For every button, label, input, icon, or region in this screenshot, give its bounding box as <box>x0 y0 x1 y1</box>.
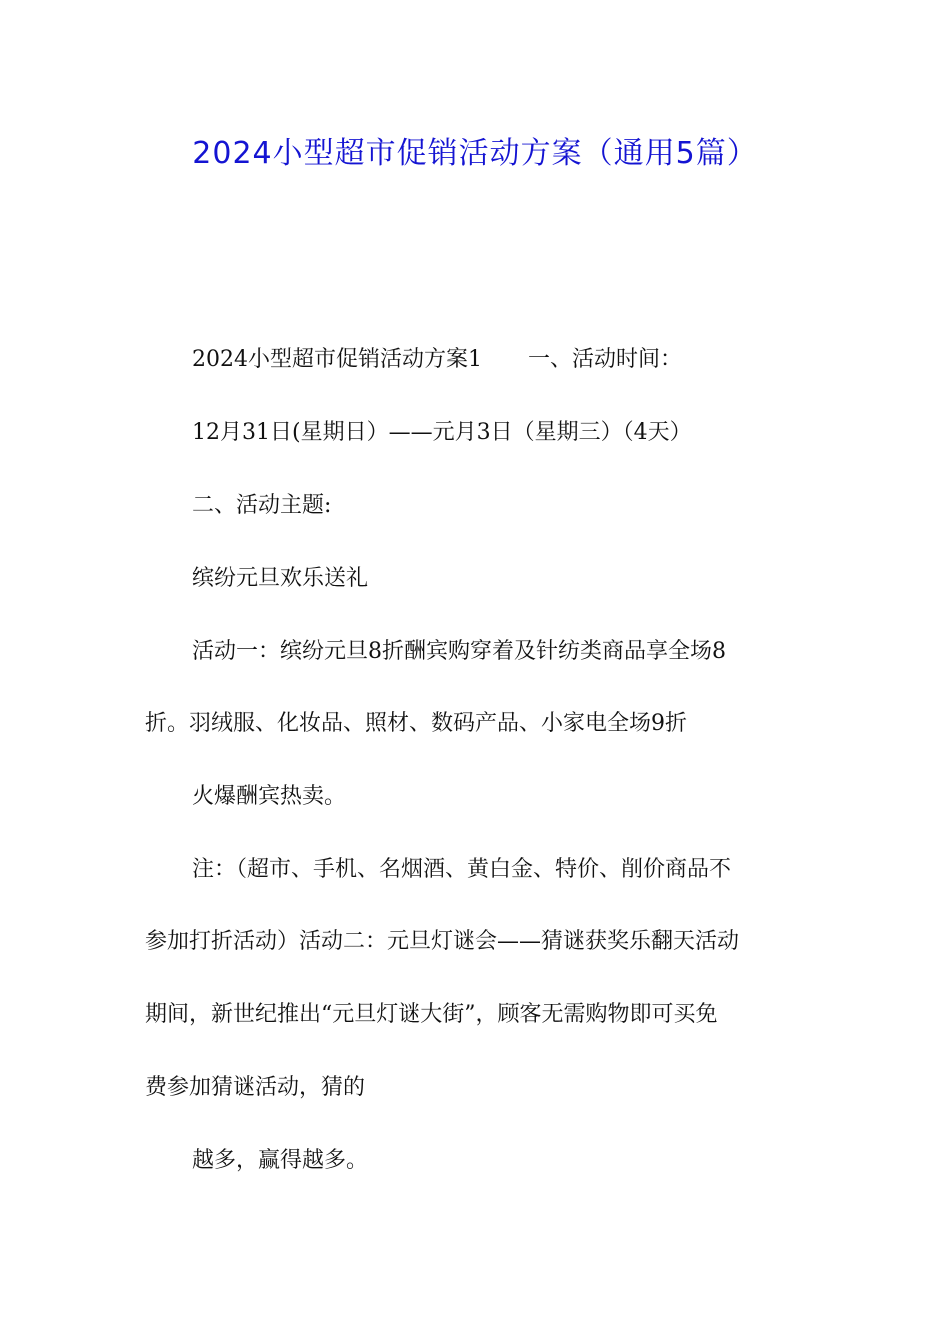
paragraph-theme: 缤纷元旦欢乐送礼 <box>192 566 369 591</box>
document-body <box>145 336 813 1185</box>
plan-heading-text: 2024小型超市促销活动方案1 <box>192 347 482 372</box>
paragraph-plan-heading <box>145 336 813 384</box>
paragraph-section-two-heading: 二、活动主题: <box>192 493 332 518</box>
paragraph-activity-time: 12月31日(星期日）——元月3日（星期三）（4天） <box>192 420 692 445</box>
paragraph-activity-one-line-2: 折。羽绒服、化妆品、照材、数码产品、小家电全场9折 <box>145 711 687 736</box>
paragraph-note-line-1: 注：（超市、手机、名烟酒、黄白金、特价、削价商品不 <box>192 857 732 882</box>
paragraph-activity-one-line-1: 活动一：缤纷元旦8折酬宾购穿着及针纺类商品享全场8 <box>192 639 726 664</box>
paragraph-activity-one-line-3: 火爆酬宾热卖。 <box>192 784 347 809</box>
paragraph-note-line-2: 参加打折活动）活动二：元旦灯谜会——猜谜获奖乐翻天活动 <box>145 929 740 954</box>
paragraph-note-line-4: 费参加猜谜活动，猜的 <box>145 1075 366 1100</box>
document-title: 2024小型超市促销活动方案（通用5篇） <box>192 136 758 171</box>
paragraph-note-line-3: 期间，新世纪推出“元旦灯谜大街”，顾客无需购物即可买免 <box>145 1002 718 1027</box>
section-one-heading: 一、活动时间： <box>528 347 683 372</box>
paragraph-note-line-5: 越多，赢得越多。 <box>192 1148 369 1173</box>
